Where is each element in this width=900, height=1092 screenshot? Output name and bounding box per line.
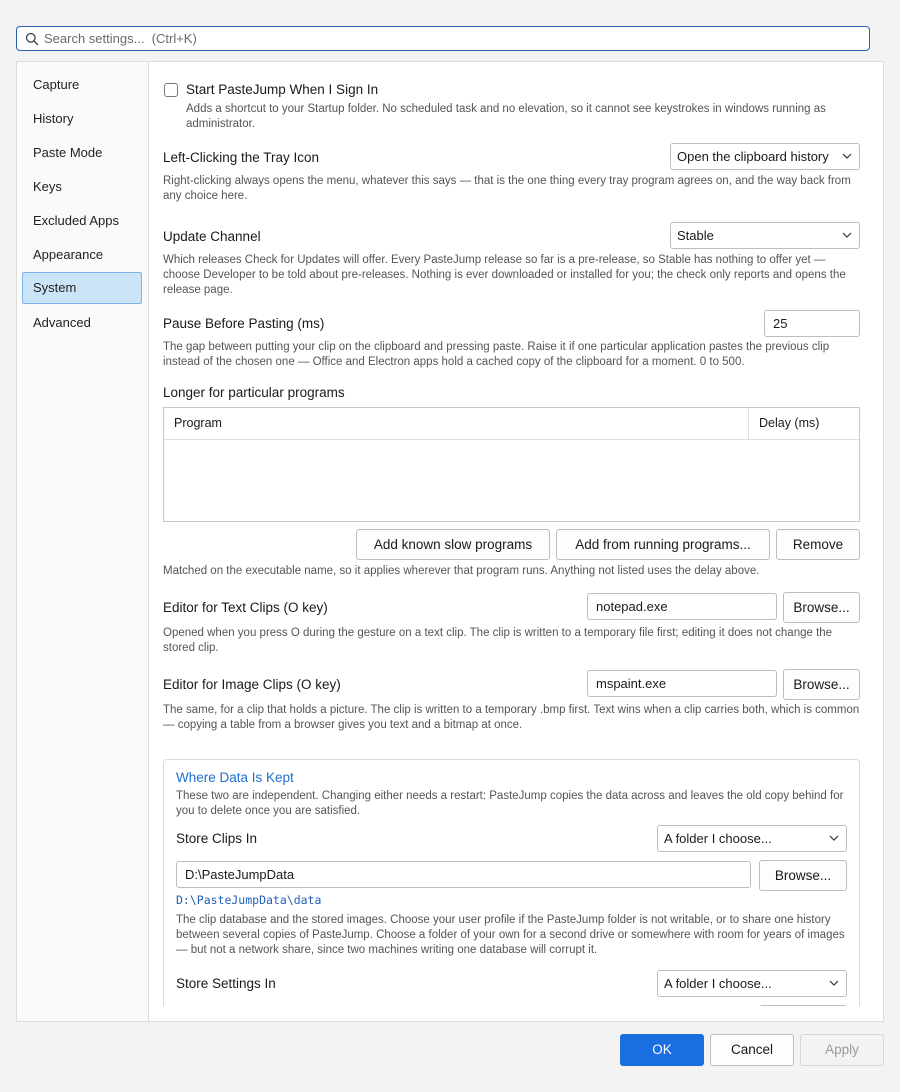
remove-program-button[interactable]: Remove	[776, 529, 860, 560]
search-icon	[25, 32, 39, 46]
program-delay-table-header	[164, 408, 859, 440]
add-known-slow-programs-button[interactable]: Add known slow programs	[356, 529, 550, 560]
text-editor-input[interactable]: notepad.exe	[587, 593, 777, 620]
update-channel-desc: Which releases Check for Updates will offer. Every PasteJump release so far is a pre-release, so Stable has nothing to offer yet — choose Developer to be told about pre-releases. Nothing is ever downloaded or installed for you; the check only reports and opens the release page.	[163, 254, 846, 296]
store-settings-dropdown[interactable]	[657, 970, 847, 997]
settings-frame	[16, 61, 884, 1022]
sidebar-item-excluded-apps[interactable]: Excluded Apps	[33, 213, 120, 228]
store-settings-choice: A folder I choose...	[664, 976, 772, 991]
chevron-down-icon	[829, 980, 839, 987]
chevron-down-icon	[829, 835, 839, 842]
pause-before-paste-label: Pause Before Pasting (ms)	[163, 316, 325, 331]
store-clips-label: Store Clips In	[176, 831, 258, 846]
sidebar-item-system[interactable]: System	[22, 272, 142, 304]
start-on-signin-label[interactable]: Start PasteJump When I Sign In	[186, 82, 379, 97]
settings-sidebar	[17, 62, 149, 1021]
pause-before-paste-input[interactable]: 25	[764, 310, 860, 337]
chevron-down-icon	[842, 232, 852, 239]
pause-before-paste-desc: The gap between putting your clip on the clipboard and pressing paste. Raise it if one particular application pastes the previous clip instead of the chosen one — Office and Electron apps hold a cached copy of the clipboard for a moment. 0 to 500.	[163, 341, 830, 368]
image-editor-desc: The same, for a clip that holds a picture. The clip is written to a temporary .bmp first. Text wins when a clip carries both, which is common — copying a table from a browser gives you text and a bitmap at once.	[163, 704, 860, 731]
store-clips-resolved-path: D:\PasteJumpData\data	[176, 893, 322, 907]
data-location-desc: These two are independent. Changing either needs a restart: PasteJump copies the data across and leaves the old copy behind for you to delete once you are satisfied.	[176, 790, 844, 817]
tray-click-label: Left-Clicking the Tray Icon	[163, 150, 320, 165]
sidebar-item-history[interactable]: History	[33, 111, 74, 126]
store-clips-dropdown[interactable]	[657, 825, 847, 852]
add-from-running-programs-button[interactable]: Add from running programs...	[556, 529, 770, 560]
search-input[interactable]	[44, 30, 844, 47]
image-editor-browse-button[interactable]: Browse...	[783, 669, 860, 700]
store-settings-label: Store Settings In	[176, 976, 276, 991]
chevron-down-icon	[842, 153, 852, 160]
system-settings-panel	[149, 62, 883, 1006]
tray-click-desc: Right-clicking always opens the menu, whatever this says — that is the one thing every tray program agrees on, and the way back from any choice here.	[163, 175, 851, 202]
store-clips-desc: The clip database and the stored images. Choose your user profile if the PasteJump folder is not writable, or to share one history between several copies of PasteJump. Choose a folder of your own for a second drive or somewhere with room for years of images — but not a network share, since two machines writing one database will corrupt it.	[176, 914, 845, 956]
program-delays-desc: Matched on the executable name, so it applies wherever that program runs. Anything not listed uses the delay above.	[163, 565, 760, 577]
sidebar-item-appearance[interactable]: Appearance	[33, 247, 104, 262]
update-channel-dropdown[interactable]	[670, 222, 860, 249]
ok-button[interactable]: OK	[620, 1034, 704, 1066]
sidebar-item-paste-mode[interactable]: Paste Mode	[33, 145, 103, 160]
update-channel-label: Update Channel	[163, 229, 261, 244]
cancel-button[interactable]: Cancel	[710, 1034, 794, 1066]
sidebar-item-keys[interactable]: Keys	[33, 179, 62, 194]
data-location-title: Where Data Is Kept	[176, 770, 294, 785]
settings-search-box[interactable]	[16, 26, 870, 51]
image-editor-label: Editor for Image Clips (O key)	[163, 677, 341, 692]
data-location-group	[163, 759, 860, 1006]
column-header-delay[interactable]: Delay (ms)	[759, 416, 820, 430]
sidebar-item-advanced[interactable]: Advanced	[33, 315, 91, 330]
column-header-program[interactable]: Program	[174, 416, 222, 430]
tray-click-dropdown[interactable]	[670, 143, 860, 170]
update-channel-value: Stable	[677, 228, 714, 243]
store-clips-choice: A folder I choose...	[664, 831, 772, 846]
text-editor-desc: Opened when you press O during the gesture on a text clip. The clip is written to a temporary file first; editing it does not change the stored clip.	[163, 627, 833, 654]
text-editor-browse-button[interactable]: Browse...	[783, 592, 860, 623]
apply-button[interactable]: Apply	[800, 1034, 884, 1066]
store-settings-browse-button[interactable]	[759, 1005, 847, 1006]
start-on-signin-checkbox[interactable]	[164, 83, 178, 97]
tray-click-value: Open the clipboard history	[677, 149, 829, 164]
sidebar-item-capture[interactable]: Capture	[33, 77, 80, 92]
program-delays-label: Longer for particular programs	[163, 385, 345, 400]
store-clips-path-input[interactable]: D:\PasteJumpData	[176, 861, 751, 888]
image-editor-input[interactable]: mspaint.exe	[587, 670, 777, 697]
store-clips-browse-button[interactable]: Browse...	[759, 860, 847, 891]
start-on-signin-desc: Adds a shortcut to your Startup folder. No scheduled task and no elevation, so it cannot see keystrokes in windows running as administrator.	[186, 103, 826, 130]
text-editor-label: Editor for Text Clips (O key)	[163, 600, 328, 615]
program-delay-table[interactable]	[163, 407, 860, 522]
